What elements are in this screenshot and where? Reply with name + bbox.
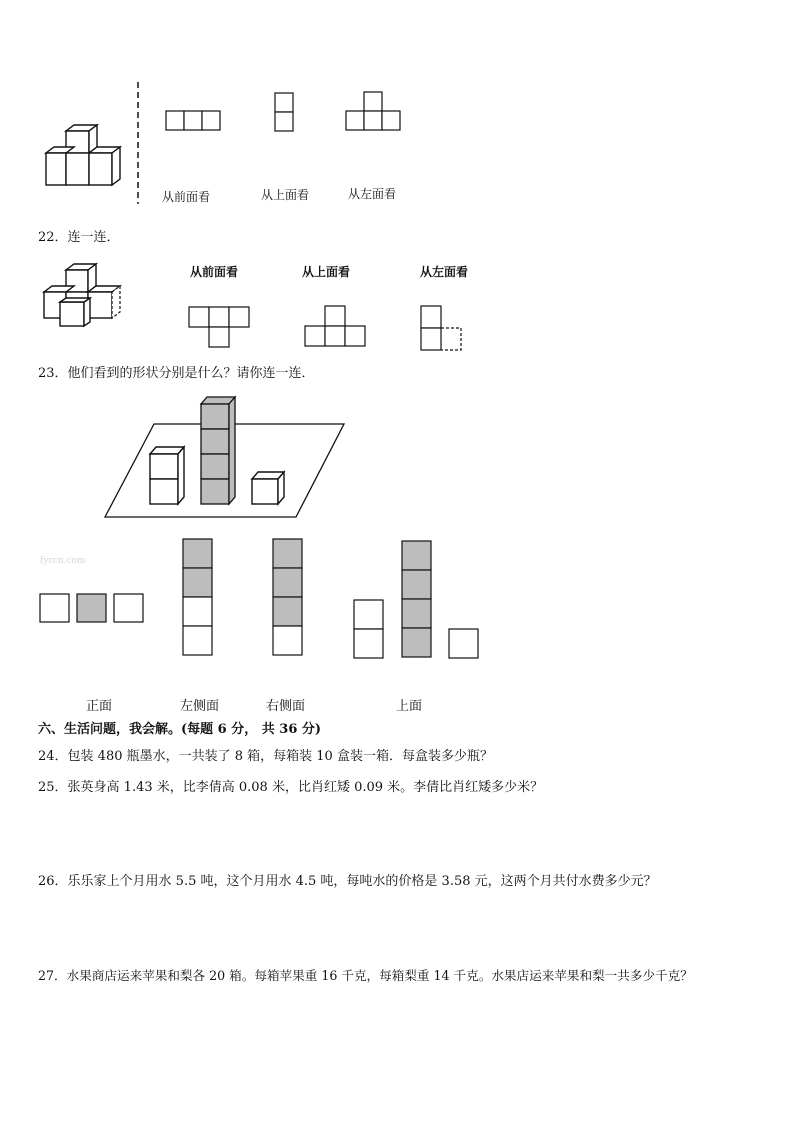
q23-label-left: 左侧面 xyxy=(180,699,220,714)
question-26: 26．乐乐家上个月用水 5.5 吨，这个月用水 4.5 吨，每吨水的价格是 3.58 元，这两个月共付水费多少元？ xyxy=(38,874,657,889)
q23-label-right: 右侧面 xyxy=(266,699,306,714)
q22-title: 22．连一连． xyxy=(38,230,120,245)
q21-cube-figure xyxy=(40,125,130,195)
q22-label-front: 从前面看 xyxy=(190,265,239,279)
question-25: 25．张英身高 1.43 米，比李倩高 0.08 米，比肖红矮 0.09 米。李倩比肖红矮多少米？ xyxy=(38,780,544,795)
q23-view-right xyxy=(272,538,306,660)
q23-view-left xyxy=(182,538,216,660)
q21-label-front: 从前面看 xyxy=(162,190,211,204)
q21-left-view xyxy=(345,91,403,131)
q23-view-front xyxy=(39,593,147,625)
q23-label-front: 正面 xyxy=(86,699,113,714)
q22-left-view xyxy=(420,305,466,351)
q23-scene xyxy=(104,394,346,520)
q22-top-view xyxy=(304,305,368,349)
q21-top-view xyxy=(274,92,296,132)
q21-label-top: 从上面看 xyxy=(261,188,310,202)
question-24: 24．包装 480 瓶墨水，一共装了 8 箱，每箱装 10 盒装一箱．每盒装多少瓶？ xyxy=(38,749,493,764)
dashed-divider xyxy=(136,82,140,204)
q23-label-top: 上面 xyxy=(396,699,423,714)
q22-label-top: 从上面看 xyxy=(302,265,351,279)
q21-front-view xyxy=(165,110,221,132)
watermark: fyrcn.com xyxy=(40,556,86,566)
q23-view-top xyxy=(353,540,483,662)
q22-cube-figure xyxy=(40,262,130,330)
q23-title: 23．他们看到的形状分别是什么？请你连一连． xyxy=(38,366,315,381)
q21-label-left: 从左面看 xyxy=(348,187,397,201)
section6-heading: 六、生活问题，我会解。(每题 6 分， 共 36 分) xyxy=(38,722,322,737)
question-27: 27．水果商店运来苹果和梨各 20 箱。每箱苹果重 16 千克，每箱梨重 14 千克。水果店运来苹果和梨一共多少千克？ xyxy=(38,968,693,983)
q22-front-view xyxy=(188,306,252,350)
q22-label-left: 从左面看 xyxy=(420,265,469,279)
